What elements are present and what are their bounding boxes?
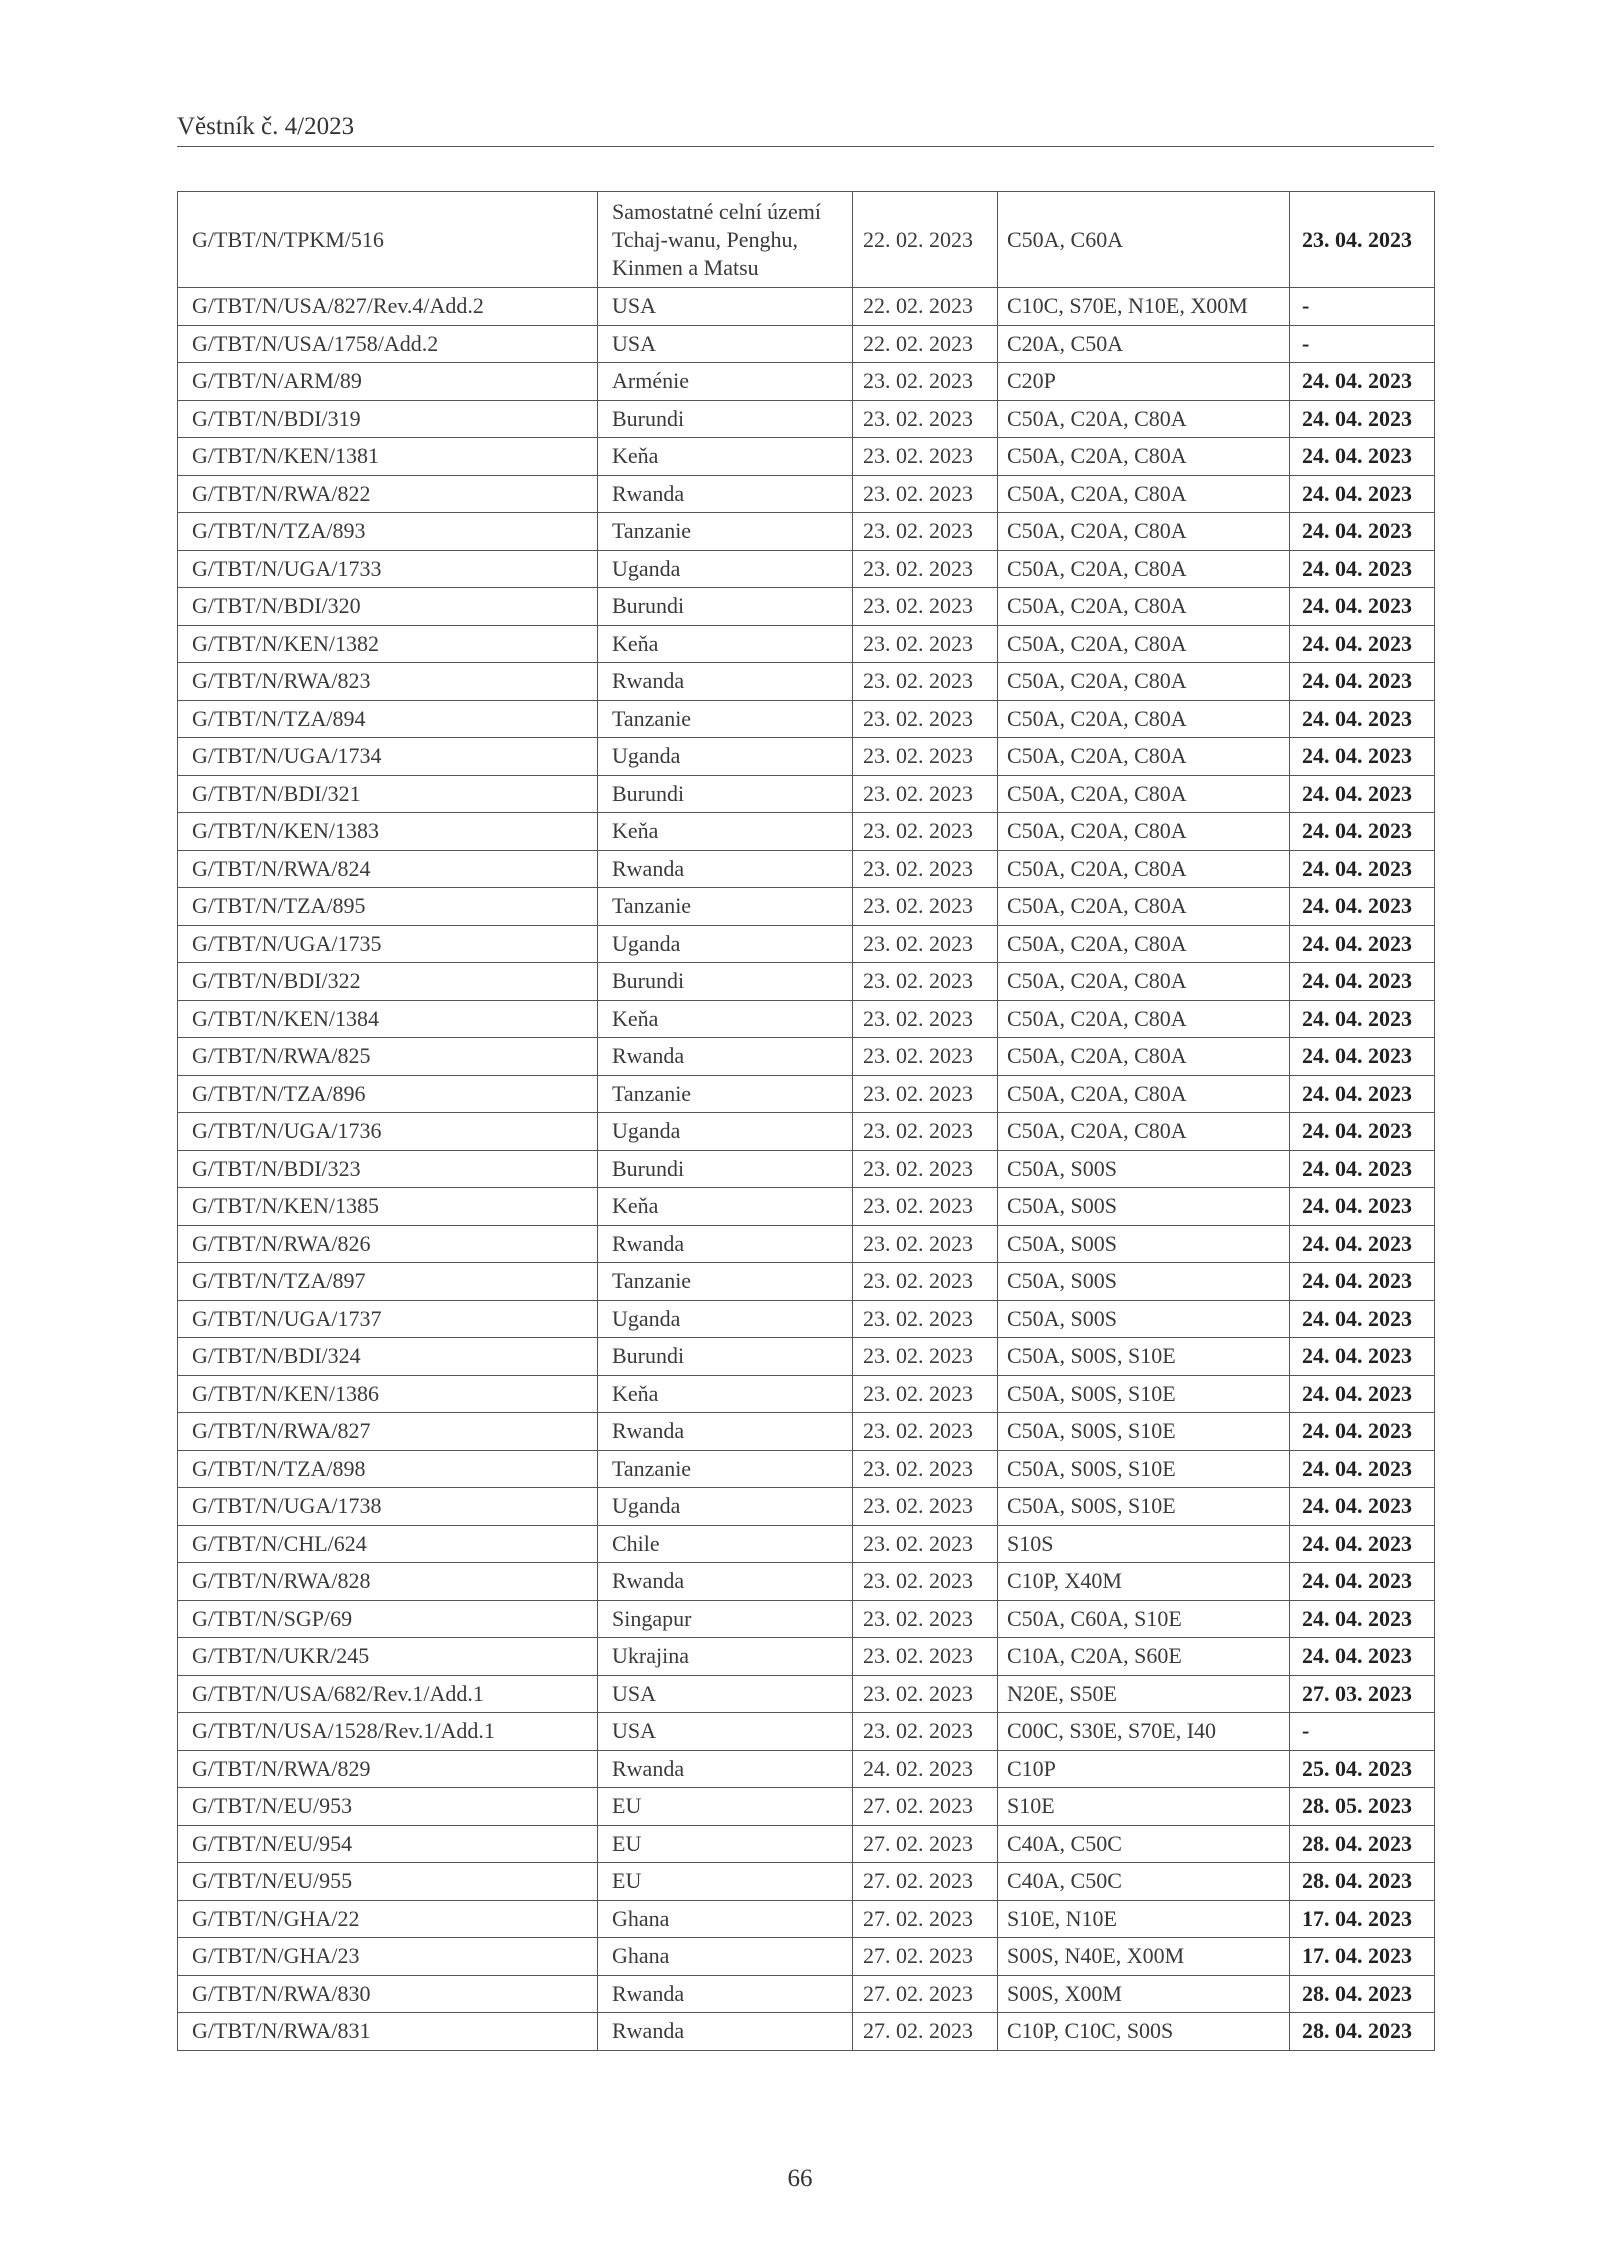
table-row	[178, 1188, 1435, 1226]
date-cell: 23. 02. 2023	[853, 1713, 998, 1751]
member-cell: USA	[598, 1675, 853, 1713]
table-row	[178, 1075, 1435, 1113]
codes-cell: C50A, C20A, C80A	[998, 888, 1290, 926]
codes-cell: C50A, C60A, S10E	[998, 1600, 1290, 1638]
codes-cell: C40A, C50C	[998, 1825, 1290, 1863]
deadline-cell: 28. 05. 2023	[1290, 1788, 1435, 1826]
member-cell: USA	[598, 288, 853, 326]
notification-id-cell: G/TBT/N/UGA/1734	[178, 738, 598, 776]
date-cell: 23. 02. 2023	[853, 813, 998, 851]
date-cell: 23. 02. 2023	[853, 738, 998, 776]
deadline-cell: 25. 04. 2023	[1290, 1750, 1435, 1788]
codes-cell: C00C, S30E, S70E, I40	[998, 1713, 1290, 1751]
date-cell: 23. 02. 2023	[853, 363, 998, 401]
codes-cell: C40A, C50C	[998, 1863, 1290, 1901]
table-row	[178, 550, 1435, 588]
date-cell: 27. 02. 2023	[853, 1788, 998, 1826]
notification-id-cell: G/TBT/N/TPKM/516	[178, 192, 598, 288]
notification-id-cell: G/TBT/N/KEN/1383	[178, 813, 598, 851]
table-row	[178, 1450, 1435, 1488]
deadline-cell: 28. 04. 2023	[1290, 1825, 1435, 1863]
codes-cell: C50A, S00S, S10E	[998, 1413, 1290, 1451]
notification-id-cell: G/TBT/N/USA/682/Rev.1/Add.1	[178, 1675, 598, 1713]
codes-cell: S10E	[998, 1788, 1290, 1826]
codes-cell: C10P, X40M	[998, 1563, 1290, 1601]
table-row	[178, 1038, 1435, 1076]
member-cell: Rwanda	[598, 1975, 853, 2013]
table-row	[178, 1675, 1435, 1713]
deadline-cell: -	[1290, 1713, 1435, 1751]
table-row	[178, 1413, 1435, 1451]
codes-cell: C50A, S00S	[998, 1263, 1290, 1301]
date-cell: 23. 02. 2023	[853, 925, 998, 963]
member-cell: Burundi	[598, 1338, 853, 1376]
date-cell: 23. 02. 2023	[853, 663, 998, 701]
member-cell: USA	[598, 325, 853, 363]
table-row	[178, 1488, 1435, 1526]
table-row	[178, 363, 1435, 401]
codes-cell: C50A, S00S, S10E	[998, 1338, 1290, 1376]
table-row	[178, 963, 1435, 1001]
date-cell: 23. 02. 2023	[853, 1525, 998, 1563]
codes-cell: C50A, C20A, C80A	[998, 550, 1290, 588]
member-cell: Rwanda	[598, 2013, 853, 2051]
date-cell: 27. 02. 2023	[853, 1863, 998, 1901]
notification-id-cell: G/TBT/N/RWA/826	[178, 1225, 598, 1263]
notification-id-cell: G/TBT/N/KEN/1386	[178, 1375, 598, 1413]
notification-id-cell: G/TBT/N/SGP/69	[178, 1600, 598, 1638]
notification-id-cell: G/TBT/N/GHA/23	[178, 1938, 598, 1976]
date-cell: 23. 02. 2023	[853, 888, 998, 926]
date-cell: 23. 02. 2023	[853, 1488, 998, 1526]
deadline-cell: 24. 04. 2023	[1290, 1000, 1435, 1038]
table-row	[178, 475, 1435, 513]
member-cell: EU	[598, 1788, 853, 1826]
member-cell: Keňa	[598, 1375, 853, 1413]
date-cell: 23. 02. 2023	[853, 1600, 998, 1638]
codes-cell: C50A, S00S	[998, 1300, 1290, 1338]
member-cell: EU	[598, 1825, 853, 1863]
codes-cell: C50A, C20A, C80A	[998, 963, 1290, 1001]
deadline-cell: 24. 04. 2023	[1290, 663, 1435, 701]
deadline-cell: -	[1290, 288, 1435, 326]
member-cell: Rwanda	[598, 1563, 853, 1601]
table-row	[178, 1975, 1435, 2013]
date-cell: 22. 02. 2023	[853, 325, 998, 363]
member-cell: Rwanda	[598, 663, 853, 701]
notification-id-cell: G/TBT/N/USA/827/Rev.4/Add.2	[178, 288, 598, 326]
deadline-cell: 24. 04. 2023	[1290, 1075, 1435, 1113]
table-row	[178, 2013, 1435, 2051]
deadline-cell: 24. 04. 2023	[1290, 963, 1435, 1001]
table-row	[178, 1638, 1435, 1676]
member-cell: Uganda	[598, 925, 853, 963]
deadline-cell: 24. 04. 2023	[1290, 1263, 1435, 1301]
member-cell: Keňa	[598, 813, 853, 851]
deadline-cell: 24. 04. 2023	[1290, 1638, 1435, 1676]
date-cell: 23. 02. 2023	[853, 775, 998, 813]
codes-cell: C50A, C20A, C80A	[998, 1075, 1290, 1113]
deadline-cell: 24. 04. 2023	[1290, 438, 1435, 476]
table-row	[178, 850, 1435, 888]
date-cell: 23. 02. 2023	[853, 1188, 998, 1226]
table-row	[178, 1263, 1435, 1301]
notification-id-cell: G/TBT/N/UGA/1735	[178, 925, 598, 963]
codes-cell: C50A, C20A, C80A	[998, 400, 1290, 438]
table-row	[178, 1825, 1435, 1863]
member-cell: Burundi	[598, 775, 853, 813]
deadline-cell: 24. 04. 2023	[1290, 363, 1435, 401]
deadline-cell: 24. 04. 2023	[1290, 813, 1435, 851]
notification-id-cell: G/TBT/N/KEN/1384	[178, 1000, 598, 1038]
date-cell: 23. 02. 2023	[853, 1075, 998, 1113]
notification-id-cell: G/TBT/N/TZA/895	[178, 888, 598, 926]
date-cell: 23. 02. 2023	[853, 1113, 998, 1151]
member-cell: Tanzanie	[598, 700, 853, 738]
codes-cell: C50A, C60A	[998, 192, 1290, 288]
deadline-cell: 17. 04. 2023	[1290, 1900, 1435, 1938]
deadline-cell: 24. 04. 2023	[1290, 475, 1435, 513]
table-row	[178, 513, 1435, 551]
member-cell: Rwanda	[598, 1038, 853, 1076]
codes-cell: C10P	[998, 1750, 1290, 1788]
codes-cell: C50A, C20A, C80A	[998, 475, 1290, 513]
notification-id-cell: G/TBT/N/UGA/1736	[178, 1113, 598, 1151]
codes-cell: C50A, C20A, C80A	[998, 775, 1290, 813]
deadline-cell: 24. 04. 2023	[1290, 400, 1435, 438]
date-cell: 22. 02. 2023	[853, 192, 998, 288]
member-cell: Tanzanie	[598, 1263, 853, 1301]
table-row	[178, 925, 1435, 963]
table-row	[178, 438, 1435, 476]
table-row	[178, 588, 1435, 626]
codes-cell: C50A, C20A, C80A	[998, 513, 1290, 551]
table-row	[178, 1338, 1435, 1376]
deadline-cell: 24. 04. 2023	[1290, 1113, 1435, 1151]
deadline-cell: 24. 04. 2023	[1290, 1300, 1435, 1338]
deadline-cell: 24. 04. 2023	[1290, 1375, 1435, 1413]
notifications-table-body	[178, 192, 1435, 2051]
notification-id-cell: G/TBT/N/RWA/830	[178, 1975, 598, 2013]
date-cell: 23. 02. 2023	[853, 963, 998, 1001]
member-cell: Singapur	[598, 1600, 853, 1638]
deadline-cell: 24. 04. 2023	[1290, 1563, 1435, 1601]
notification-id-cell: G/TBT/N/BDI/321	[178, 775, 598, 813]
notification-id-cell: G/TBT/N/BDI/319	[178, 400, 598, 438]
codes-cell: C50A, S00S, S10E	[998, 1450, 1290, 1488]
table-row	[178, 625, 1435, 663]
date-cell: 23. 02. 2023	[853, 550, 998, 588]
deadline-cell: 24. 04. 2023	[1290, 588, 1435, 626]
member-cell: Rwanda	[598, 1750, 853, 1788]
deadline-cell: 28. 04. 2023	[1290, 1863, 1435, 1901]
codes-cell: C50A, C20A, C80A	[998, 1038, 1290, 1076]
notification-id-cell: G/TBT/N/UGA/1738	[178, 1488, 598, 1526]
table-row	[178, 192, 1435, 288]
journal-title: Věstník č. 4/2023	[177, 113, 355, 140]
notification-id-cell: G/TBT/N/TZA/897	[178, 1263, 598, 1301]
date-cell: 23. 02. 2023	[853, 1413, 998, 1451]
page-header	[177, 110, 1434, 147]
date-cell: 27. 02. 2023	[853, 2013, 998, 2051]
table-row	[178, 1713, 1435, 1751]
date-cell: 24. 02. 2023	[853, 1750, 998, 1788]
deadline-cell: 24. 04. 2023	[1290, 1188, 1435, 1226]
deadline-cell: 24. 04. 2023	[1290, 738, 1435, 776]
codes-cell: C50A, S00S, S10E	[998, 1488, 1290, 1526]
notification-id-cell: G/TBT/N/EU/955	[178, 1863, 598, 1901]
date-cell: 27. 02. 2023	[853, 1825, 998, 1863]
codes-cell: C50A, S00S	[998, 1225, 1290, 1263]
notification-id-cell: G/TBT/N/CHL/624	[178, 1525, 598, 1563]
date-cell: 23. 02. 2023	[853, 1675, 998, 1713]
member-cell: Keňa	[598, 438, 853, 476]
deadline-cell: 24. 04. 2023	[1290, 888, 1435, 926]
notification-id-cell: G/TBT/N/UGA/1737	[178, 1300, 598, 1338]
deadline-cell: 23. 04. 2023	[1290, 192, 1435, 288]
notification-id-cell: G/TBT/N/UKR/245	[178, 1638, 598, 1676]
table-row	[178, 1300, 1435, 1338]
notification-id-cell: G/TBT/N/RWA/825	[178, 1038, 598, 1076]
member-cell: Rwanda	[598, 1413, 853, 1451]
codes-cell: C50A, C20A, C80A	[998, 925, 1290, 963]
date-cell: 23. 02. 2023	[853, 1000, 998, 1038]
member-cell: Tanzanie	[598, 1075, 853, 1113]
table-row	[178, 325, 1435, 363]
codes-cell: C20A, C50A	[998, 325, 1290, 363]
deadline-cell: 24. 04. 2023	[1290, 1038, 1435, 1076]
deadline-cell: 24. 04. 2023	[1290, 700, 1435, 738]
table-row	[178, 1600, 1435, 1638]
codes-cell: C50A, C20A, C80A	[998, 850, 1290, 888]
deadline-cell: 28. 04. 2023	[1290, 1975, 1435, 2013]
date-cell: 23. 02. 2023	[853, 1300, 998, 1338]
notification-id-cell: G/TBT/N/BDI/323	[178, 1150, 598, 1188]
notification-id-cell: G/TBT/N/RWA/822	[178, 475, 598, 513]
codes-cell: C50A, C20A, C80A	[998, 1000, 1290, 1038]
member-cell: Tanzanie	[598, 513, 853, 551]
deadline-cell: 24. 04. 2023	[1290, 925, 1435, 963]
notification-id-cell: G/TBT/N/EU/954	[178, 1825, 598, 1863]
codes-cell: S00S, X00M	[998, 1975, 1290, 2013]
table-row	[178, 1938, 1435, 1976]
member-cell: Uganda	[598, 738, 853, 776]
member-cell: Rwanda	[598, 475, 853, 513]
codes-cell: C50A, S00S	[998, 1188, 1290, 1226]
date-cell: 23. 02. 2023	[853, 1375, 998, 1413]
notification-id-cell: G/TBT/N/BDI/324	[178, 1338, 598, 1376]
date-cell: 27. 02. 2023	[853, 1900, 998, 1938]
deadline-cell: 24. 04. 2023	[1290, 513, 1435, 551]
notification-id-cell: G/TBT/N/UGA/1733	[178, 550, 598, 588]
deadline-cell: -	[1290, 325, 1435, 363]
member-cell: Rwanda	[598, 1225, 853, 1263]
deadline-cell: 24. 04. 2023	[1290, 1338, 1435, 1376]
codes-cell: C50A, C20A, C80A	[998, 1113, 1290, 1151]
table-row	[178, 1150, 1435, 1188]
table-row	[178, 288, 1435, 326]
member-cell: Uganda	[598, 1300, 853, 1338]
table-row	[178, 400, 1435, 438]
page-number: 66	[787, 2165, 813, 2192]
table-row	[178, 1563, 1435, 1601]
codes-cell: C50A, C20A, C80A	[998, 738, 1290, 776]
date-cell: 23. 02. 2023	[853, 1563, 998, 1601]
table-row	[178, 1225, 1435, 1263]
date-cell: 27. 02. 2023	[853, 1975, 998, 2013]
table-row	[178, 1900, 1435, 1938]
date-cell: 23. 02. 2023	[853, 1150, 998, 1188]
codes-cell: C50A, C20A, C80A	[998, 588, 1290, 626]
notification-id-cell: G/TBT/N/KEN/1382	[178, 625, 598, 663]
notification-id-cell: G/TBT/N/USA/1528/Rev.1/Add.1	[178, 1713, 598, 1751]
member-cell: EU	[598, 1863, 853, 1901]
date-cell: 23. 02. 2023	[853, 475, 998, 513]
notification-id-cell: G/TBT/N/GHA/22	[178, 1900, 598, 1938]
date-cell: 23. 02. 2023	[853, 625, 998, 663]
member-cell: Uganda	[598, 1488, 853, 1526]
notification-id-cell: G/TBT/N/TZA/893	[178, 513, 598, 551]
notification-id-cell: G/TBT/N/RWA/829	[178, 1750, 598, 1788]
notification-id-cell: G/TBT/N/RWA/823	[178, 663, 598, 701]
member-cell: Keňa	[598, 1000, 853, 1038]
member-cell: Ghana	[598, 1900, 853, 1938]
table-row	[178, 1113, 1435, 1151]
deadline-cell: 24. 04. 2023	[1290, 1488, 1435, 1526]
codes-cell: C50A, C20A, C80A	[998, 663, 1290, 701]
codes-cell: C50A, S00S	[998, 1150, 1290, 1188]
member-cell: Rwanda	[598, 850, 853, 888]
notification-id-cell: G/TBT/N/TZA/896	[178, 1075, 598, 1113]
member-cell: Burundi	[598, 400, 853, 438]
notification-id-cell: G/TBT/N/USA/1758/Add.2	[178, 325, 598, 363]
date-cell: 23. 02. 2023	[853, 1225, 998, 1263]
table-row	[178, 700, 1435, 738]
deadline-cell: 24. 04. 2023	[1290, 1413, 1435, 1451]
deadline-cell: 27. 03. 2023	[1290, 1675, 1435, 1713]
codes-cell: S10E, N10E	[998, 1900, 1290, 1938]
notifications-table	[177, 191, 1435, 2051]
table-row	[178, 1863, 1435, 1901]
codes-cell: C50A, C20A, C80A	[998, 700, 1290, 738]
date-cell: 23. 02. 2023	[853, 438, 998, 476]
member-cell: USA	[598, 1713, 853, 1751]
codes-cell: C50A, C20A, C80A	[998, 625, 1290, 663]
table-row	[178, 813, 1435, 851]
member-cell: Samostatné celní území Tchaj-wanu, Penghu, Kinmen a Matsu	[598, 192, 853, 288]
date-cell: 22. 02. 2023	[853, 288, 998, 326]
codes-cell: C50A, C20A, C80A	[998, 438, 1290, 476]
date-cell: 23. 02. 2023	[853, 400, 998, 438]
codes-cell: C20P	[998, 363, 1290, 401]
deadline-cell: 24. 04. 2023	[1290, 1600, 1435, 1638]
notification-id-cell: G/TBT/N/KEN/1381	[178, 438, 598, 476]
codes-cell: C10C, S70E, N10E, X00M	[998, 288, 1290, 326]
table-row	[178, 775, 1435, 813]
member-cell: Keňa	[598, 1188, 853, 1226]
date-cell: 23. 02. 2023	[853, 1263, 998, 1301]
notification-id-cell: G/TBT/N/RWA/831	[178, 2013, 598, 2051]
notification-id-cell: G/TBT/N/TZA/894	[178, 700, 598, 738]
deadline-cell: 24. 04. 2023	[1290, 850, 1435, 888]
codes-cell: C10A, C20A, S60E	[998, 1638, 1290, 1676]
notification-id-cell: G/TBT/N/EU/953	[178, 1788, 598, 1826]
notification-id-cell: G/TBT/N/RWA/828	[178, 1563, 598, 1601]
member-cell: Ghana	[598, 1938, 853, 1976]
codes-cell: C50A, C20A, C80A	[998, 813, 1290, 851]
table-row	[178, 1000, 1435, 1038]
member-cell: Uganda	[598, 550, 853, 588]
deadline-cell: 24. 04. 2023	[1290, 775, 1435, 813]
codes-cell: C10P, C10C, S00S	[998, 2013, 1290, 2051]
member-cell: Burundi	[598, 1150, 853, 1188]
table-row	[178, 1525, 1435, 1563]
deadline-cell: 24. 04. 2023	[1290, 550, 1435, 588]
table-row	[178, 888, 1435, 926]
table-row	[178, 1750, 1435, 1788]
member-cell: Chile	[598, 1525, 853, 1563]
table-row	[178, 738, 1435, 776]
date-cell: 23. 02. 2023	[853, 700, 998, 738]
deadline-cell: 24. 04. 2023	[1290, 1225, 1435, 1263]
deadline-cell: 24. 04. 2023	[1290, 625, 1435, 663]
date-cell: 23. 02. 2023	[853, 850, 998, 888]
member-cell: Burundi	[598, 588, 853, 626]
date-cell: 23. 02. 2023	[853, 588, 998, 626]
table-row	[178, 1788, 1435, 1826]
table-row	[178, 1375, 1435, 1413]
notification-id-cell: G/TBT/N/RWA/827	[178, 1413, 598, 1451]
deadline-cell: 24. 04. 2023	[1290, 1150, 1435, 1188]
deadline-cell: 17. 04. 2023	[1290, 1938, 1435, 1976]
notification-id-cell: G/TBT/N/ARM/89	[178, 363, 598, 401]
date-cell: 23. 02. 2023	[853, 1450, 998, 1488]
date-cell: 23. 02. 2023	[853, 1638, 998, 1676]
notification-id-cell: G/TBT/N/RWA/824	[178, 850, 598, 888]
member-cell: Ukrajina	[598, 1638, 853, 1676]
member-cell: Tanzanie	[598, 1450, 853, 1488]
notification-id-cell: G/TBT/N/KEN/1385	[178, 1188, 598, 1226]
codes-cell: S00S, N40E, X00M	[998, 1938, 1290, 1976]
member-cell: Uganda	[598, 1113, 853, 1151]
date-cell: 27. 02. 2023	[853, 1938, 998, 1976]
codes-cell: S10S	[998, 1525, 1290, 1563]
codes-cell: N20E, S50E	[998, 1675, 1290, 1713]
notification-id-cell: G/TBT/N/TZA/898	[178, 1450, 598, 1488]
member-cell: Burundi	[598, 963, 853, 1001]
deadline-cell: 28. 04. 2023	[1290, 2013, 1435, 2051]
member-cell: Arménie	[598, 363, 853, 401]
date-cell: 23. 02. 2023	[853, 1038, 998, 1076]
notification-id-cell: G/TBT/N/BDI/322	[178, 963, 598, 1001]
deadline-cell: 24. 04. 2023	[1290, 1450, 1435, 1488]
codes-cell: C50A, S00S, S10E	[998, 1375, 1290, 1413]
deadline-cell: 24. 04. 2023	[1290, 1525, 1435, 1563]
date-cell: 23. 02. 2023	[853, 1338, 998, 1376]
member-cell: Keňa	[598, 625, 853, 663]
member-cell: Tanzanie	[598, 888, 853, 926]
table-row	[178, 663, 1435, 701]
notification-id-cell: G/TBT/N/BDI/320	[178, 588, 598, 626]
date-cell: 23. 02. 2023	[853, 513, 998, 551]
